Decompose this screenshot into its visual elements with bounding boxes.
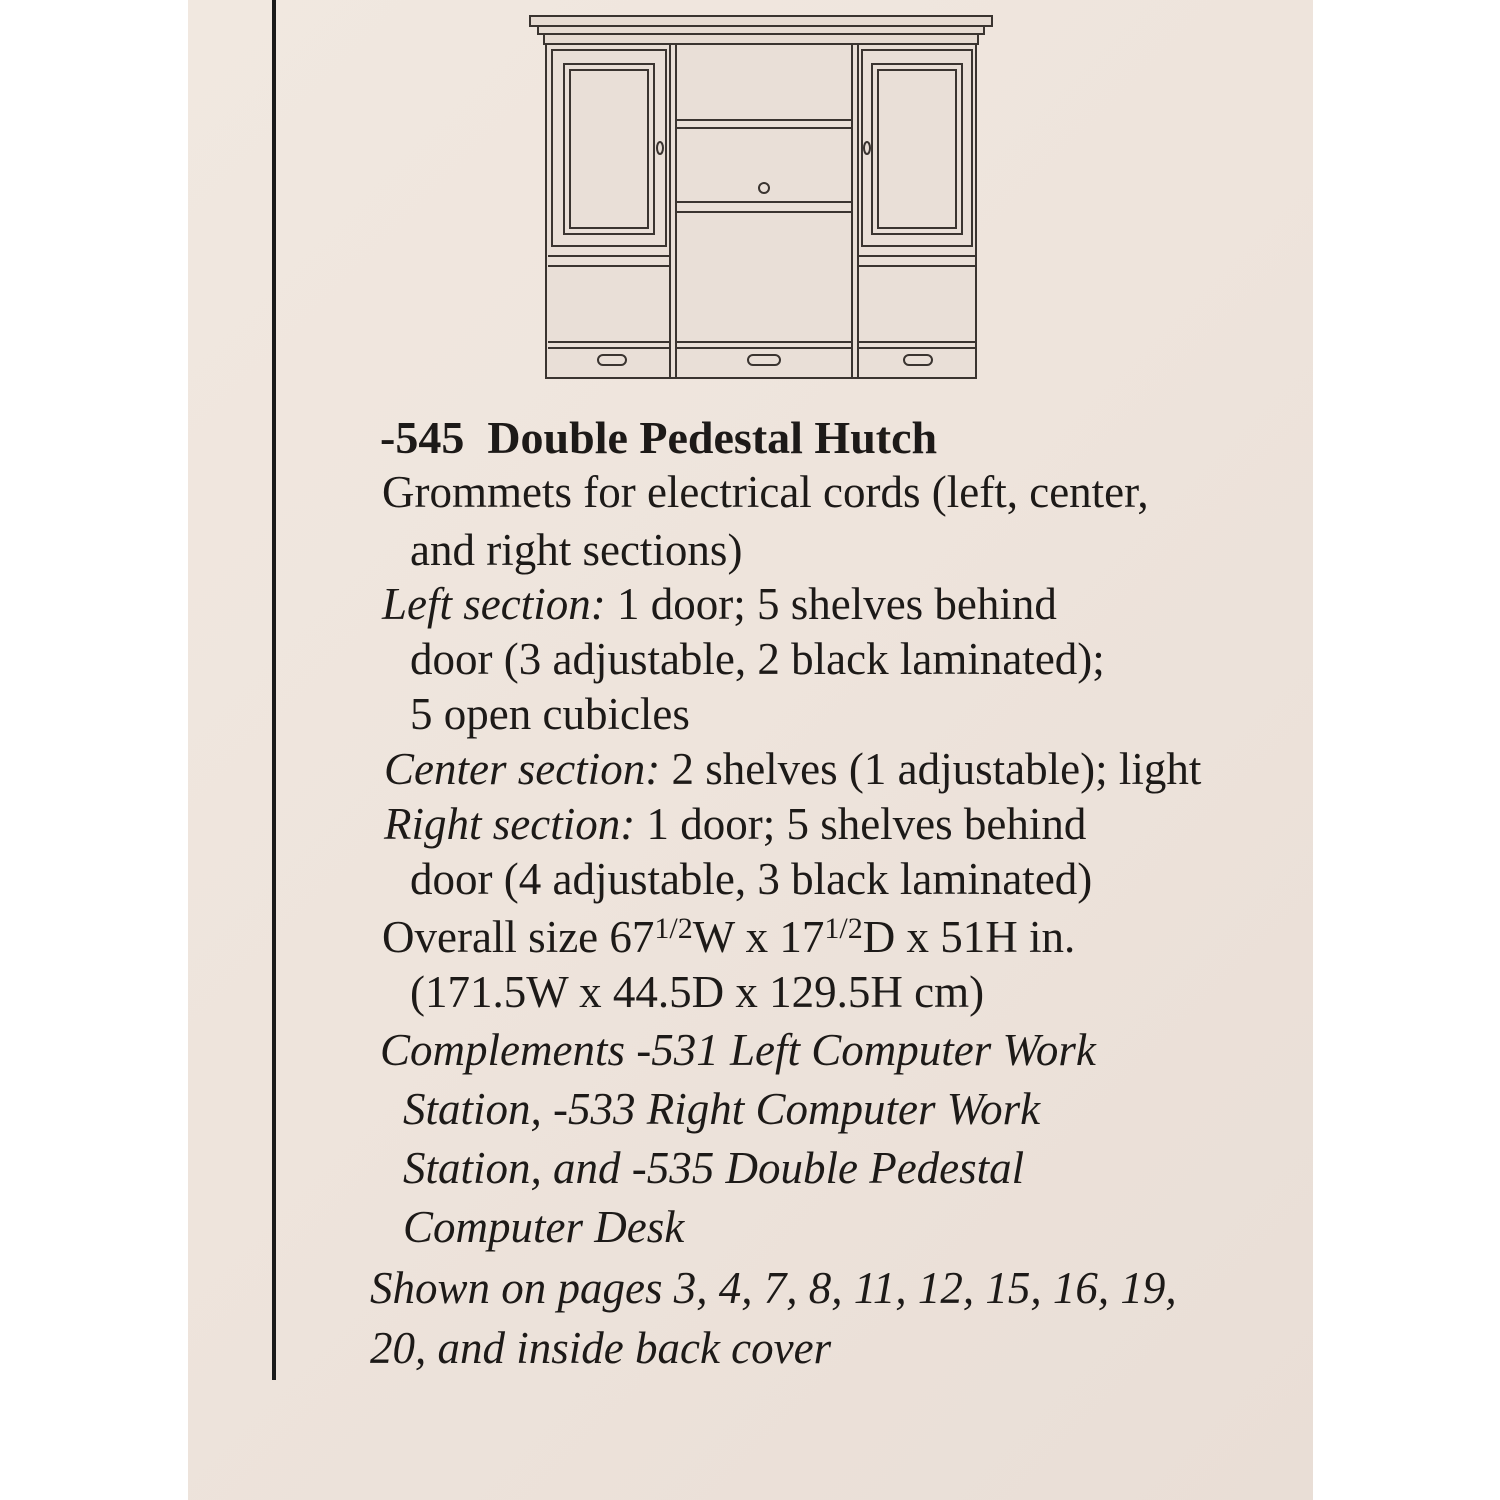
shown-on-line-2: 20, and inside back cover — [370, 1323, 832, 1373]
feature-grommets-line-2: and right sections) — [410, 525, 743, 575]
size-prefix: Overall size 67 — [382, 912, 655, 962]
overall-size — [382, 914, 1075, 960]
feature-left-line-2: door (3 adjustable, 2 black laminated); — [410, 634, 1105, 684]
left-section-text: 1 door; 5 shelves behind — [605, 579, 1057, 629]
complements-line-2: Station, -533 Right Computer Work — [403, 1084, 1041, 1134]
left-section-label: Left section: — [382, 579, 606, 629]
size-mid: W x 17 — [692, 912, 825, 962]
feature-right-line-2: door (4 adjustable, 3 black laminated) — [410, 854, 1093, 904]
right-section-label: Right section: — [384, 799, 636, 849]
size-depth-fraction: 1/2 — [824, 912, 863, 945]
feature-left-section — [382, 579, 1057, 629]
feature-grommets-line-1: Grommets for electrical cords (left, center, — [382, 467, 1149, 517]
product-title — [380, 412, 938, 463]
product-name: Double Pedestal Hutch — [487, 412, 938, 463]
shown-on-line-1: Shown on pages 3, 4, 7, 8, 11, 12, 15, 16, 19, — [370, 1263, 1177, 1313]
right-section-text: 1 door; 5 shelves behind — [635, 799, 1087, 849]
overall-size-metric: (171.5W x 44.5D x 129.5H cm) — [410, 967, 985, 1017]
size-width-fraction: 1/2 — [654, 912, 693, 945]
feature-center-section — [384, 744, 1202, 794]
size-suffix: D x 51H in. — [862, 912, 1076, 962]
feature-left-line-3: 5 open cubicles — [410, 689, 690, 739]
hutch-illustration — [520, 10, 1000, 385]
complements-line-1: Complements -531 Left Computer Work — [380, 1025, 1096, 1075]
product-number: -545 — [380, 412, 465, 463]
center-section-label: Center section: — [384, 744, 661, 794]
complements-line-4: Computer Desk — [403, 1202, 685, 1252]
feature-right-section — [384, 799, 1087, 849]
center-section-text: 2 shelves (1 adjustable); light — [660, 744, 1202, 794]
vertical-rule — [272, 0, 276, 1380]
complements-line-3: Station, and -535 Double Pedestal — [403, 1143, 1025, 1193]
